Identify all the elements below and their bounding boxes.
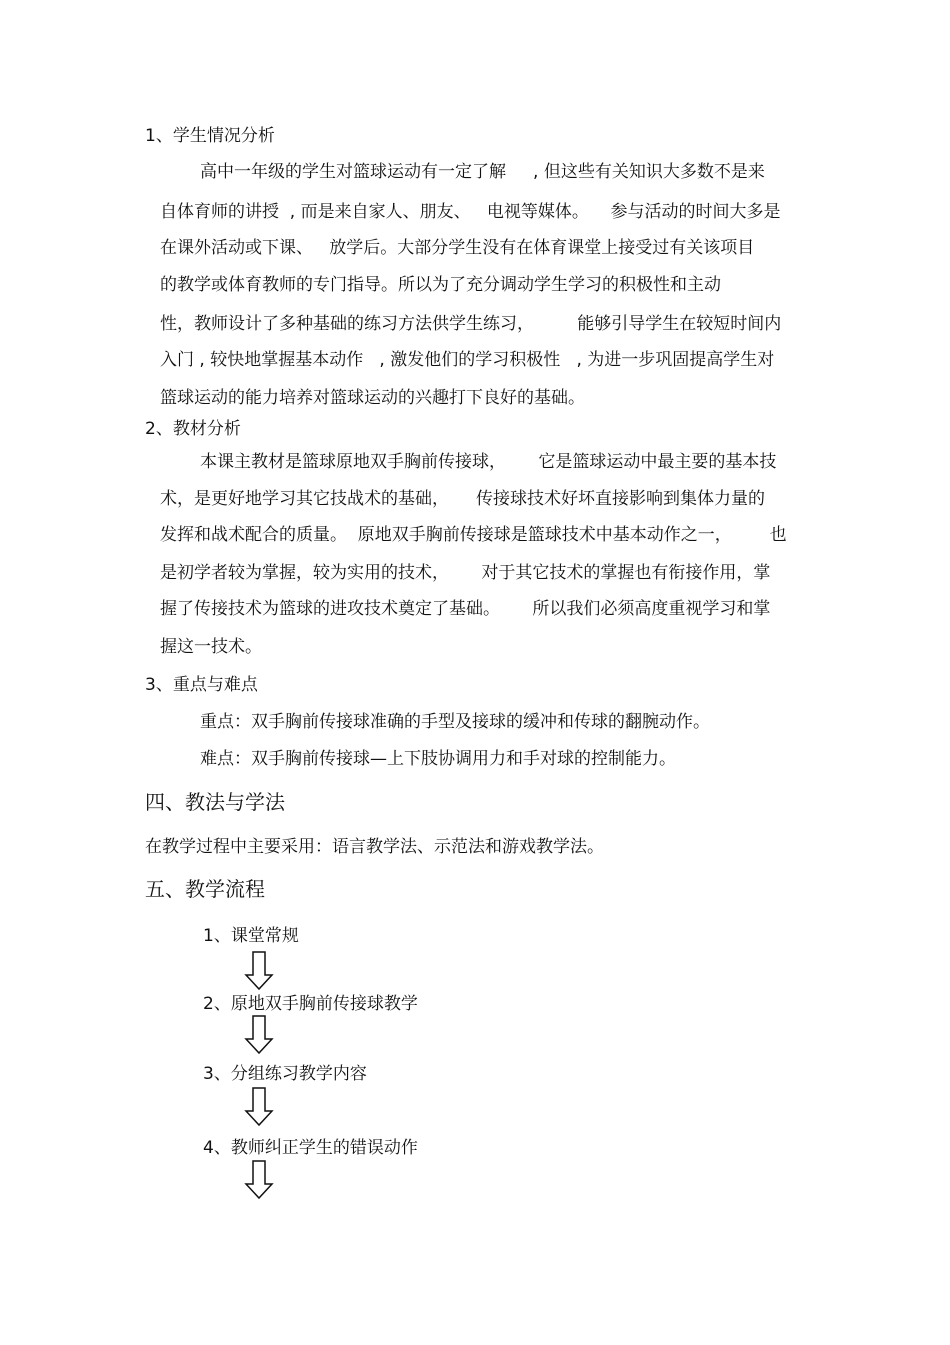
down-arrow-icon [244, 951, 274, 991]
down-arrow-icon [244, 1087, 274, 1127]
section2-line-1: 本课主教材是篮球原地双手胸前传接球， 它是篮球运动中最主要的基本技 [200, 452, 777, 472]
section1-heading: 1、学生情况分析 [145, 126, 275, 146]
flow-step-3: 3、分组练习教学内容 [203, 1064, 367, 1084]
section4-heading: 四、教法与学法 [145, 790, 285, 814]
section1-line-4: 的教学或体育教师的专门指导。所以为了充分调动学生学习的积极性和主动 [160, 275, 721, 295]
flow-step-2: 2、原地双手胸前传接球教学 [203, 994, 418, 1014]
section2-line-3: 发挥和战术配合的质量。 原地双手胸前传接球是篮球技术中基本动作之一， 也 [160, 525, 787, 545]
section2-heading: 2、教材分析 [145, 419, 241, 439]
section1-line-6: 入门 , 较快地掌握基本动作 , 激发他们的学习积极性 , 为进一步巩固提高学生对 [160, 350, 775, 370]
down-arrow-icon [244, 1015, 274, 1055]
section1-line-5: 性，教师设计了多种基础的练习方法供学生练习， 能够引导学生在较短时间内 [160, 314, 782, 334]
section1-line-7: 篮球运动的能力培养对篮球运动的兴趣打下良好的基础。 [160, 388, 585, 408]
section4-text: 在教学过程中主要采用：语言教学法、示范法和游戏教学法。 [145, 837, 604, 857]
flow-step-4: 4、教师纠正学生的错误动作 [203, 1138, 418, 1158]
section1-line-2: 自体育师的讲授 , 而是来自家人、朋友、 电视等媒体。 参与活动的时间大多是 [160, 202, 781, 222]
down-arrow-icon [244, 1160, 274, 1200]
difficulty: 难点：双手胸前传接球—上下肢协调用力和手对球的控制能力。 [200, 749, 676, 769]
section2-line-4: 是初学者较为掌握，较为实用的技术， 对于其它技术的掌握也有衔接作用，掌 [160, 563, 771, 583]
section1-line-1: 高中一年级的学生对篮球运动有一定了解 , 但这些有关知识大多数不是来 [200, 162, 765, 182]
section2-line-6: 握这一技术。 [160, 637, 262, 657]
section2-line-5: 握了传接技术为篮球的进攻技术奠定了基础。 所以我们必须高度重视学习和掌 [160, 599, 771, 619]
flow-step-1: 1、课堂常规 [203, 926, 299, 946]
section3-heading: 3、重点与难点 [145, 675, 258, 695]
key-point: 重点：双手胸前传接球准确的手型及接球的缓冲和传球的翻腕动作。 [200, 712, 710, 732]
section5-heading: 五、教学流程 [145, 877, 265, 901]
section2-line-2: 术，是更好地学习其它技战术的基础， 传接球技术好坏直接影响到集体力量的 [160, 489, 766, 509]
section1-line-3: 在课外活动或下课、 放学后。大部分学生没有在体育课堂上接受过有关该项目 [160, 238, 755, 258]
